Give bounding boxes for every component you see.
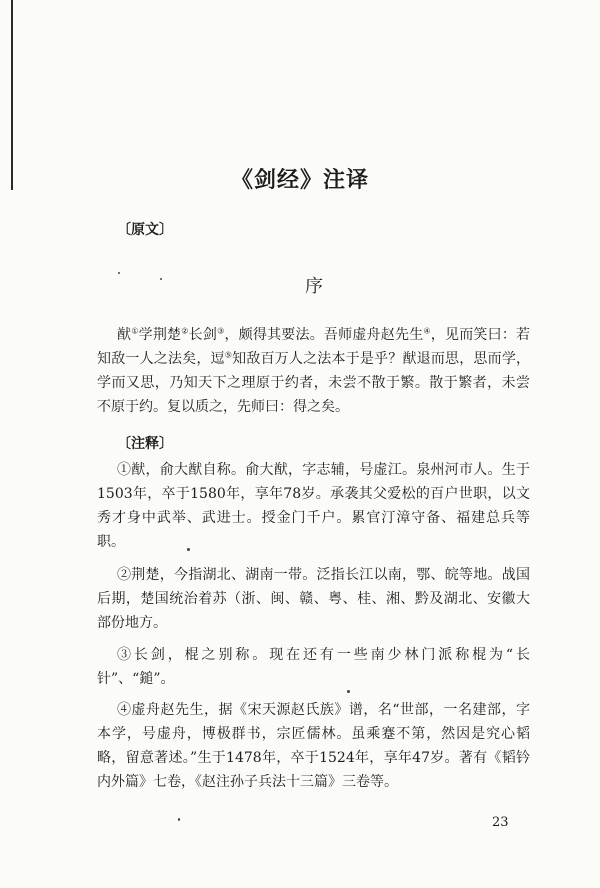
scan-edge-line [11,0,13,190]
scan-speck [160,278,162,280]
footnote-ref-1: ① [131,326,139,336]
body-text-6: 知敌百万人之法本于是乎？猷退而思，思而学，学而又思，乃知天下之理原于约者，未尝不散于繁。散于繁者，未尝不原于约。复以质之，先师曰：得之矣。 [97,351,531,415]
scan-speck [347,690,350,693]
section-label-original-text: 〔原文〕 [117,222,173,238]
body-text-2: 学荆楚 [138,327,182,343]
scan-speck [118,272,120,274]
note-2: ②荆楚，今指湖北、湖南一带。泛指长江以南，鄂、皖等地。战国后期，楚国统治着苏（浙、闽、赣、粤、桂、湘、黔及湖北、安徽大部份地方。 [97,567,530,631]
note-3: ③长剑，棍之别称。现在还有一些南少林门派称棍为“长针”、“鎚”。 [97,647,530,687]
preface-heading: 序 [305,276,323,297]
body-text-3: 长剑 [188,327,218,343]
page-number: 23 [492,815,509,830]
body-text-4: ，颇得其要法。吾师虚舟赵先生 [224,327,424,343]
section-label-notes: 〔注释〕 [117,436,173,452]
footnote-ref-5: ⑤ [224,350,233,360]
footnote-ref-3: ③ [217,326,225,336]
note-4: ④虚舟赵先生，据《宋天源赵氏族》谱，名“世部，一名建部，字本学，号虚舟，博极群书，宗匠儒林。虽乘蹇不第，然因是究心韬略，留意著述。”生于1478年，卒于1524年，享年47岁。著有《韬钤内外篇》七卷，《赵注孙子兵法十三篇》三卷等。 [97,702,530,790]
page-title: 《剑经》注译 [230,168,369,193]
footnote-ref-4: ④ [423,326,431,336]
scan-speck [187,548,190,551]
footnote-ref-2: ② [181,326,189,336]
scan-speck [178,818,180,821]
original-text-paragraph [97,323,530,419]
body-text-5: ，见而笑曰：若知敌一人之法矣，逗 [97,327,531,367]
note-1: ①猷，俞大猷自称。俞大猷，字志辅，号虚江。泉州河市人。生于1503年，卒于1580年，享年78岁。承袭其父爱松的百户世职，以文秀才身中武举、武进士。授金门千户。累官汀漳守备、福建总兵等职。 [97,462,530,550]
body-text-1: 猷 [117,327,132,343]
